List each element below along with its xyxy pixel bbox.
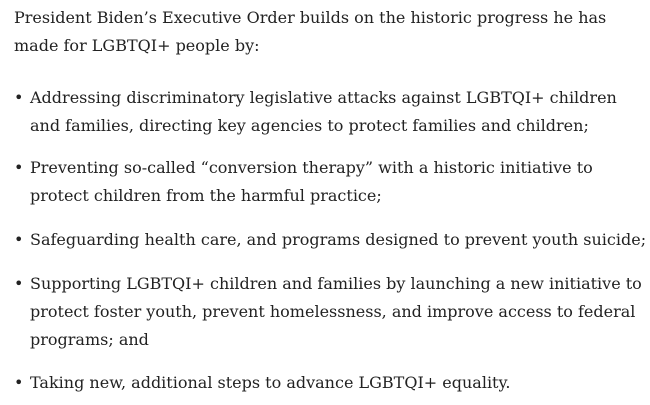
list-item-text: Taking new, additional steps to advance LGBTQI+ equality. [30,373,511,392]
list-item [14,154,650,210]
bullet-icon: • [14,373,24,392]
list-item-text: Supporting LGBTQI+ children and families by launching a new initiative to protect foster youth, prevent homelessness, and improve access to federal programs; and [30,274,642,349]
list-item-text: Safeguarding health care, and programs designed to prevent youth suicide; [30,230,647,249]
bullet-icon: • [14,88,24,107]
list-item-text: Preventing so-called “conversion therapy” with a historic initiative to protect children from the harmful practice; [30,158,593,205]
list-item [14,84,650,140]
list-item-text: Addressing discriminatory legislative attacks against LGBTQI+ children and families, directing key agencies to protect families and children; [30,88,617,135]
bullet-icon: • [14,274,24,293]
article-excerpt [14,4,647,392]
list-item [14,369,650,397]
list-item [14,226,650,254]
bullet-icon: • [14,230,24,249]
intro-paragraph: President Biden’s Executive Order builds on the historic progress he has made for LGBTQI+ people by: [14,8,607,55]
list-item [14,270,650,354]
bullet-icon: • [14,158,24,177]
